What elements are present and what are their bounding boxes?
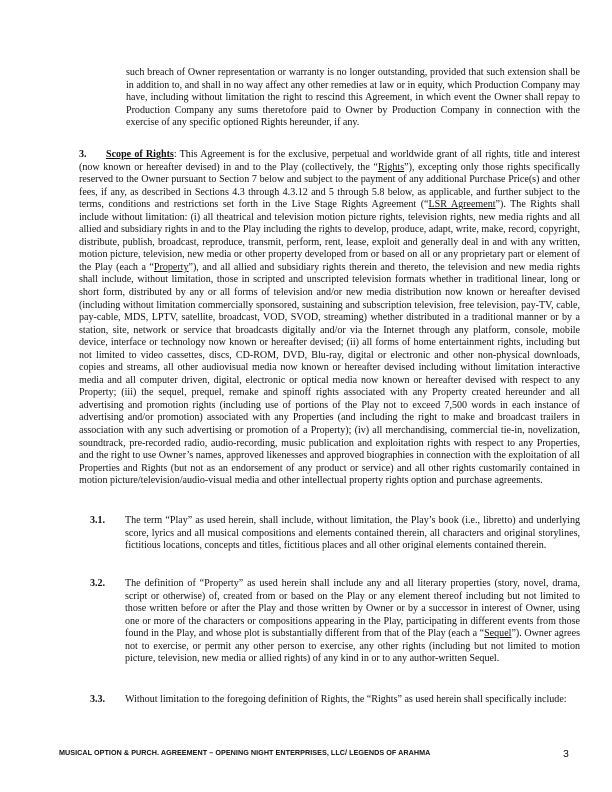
subsection-text-b: ”). Owner agrees not to exercise, or permit any other person to exercise, any other rights (including but not limited to motion picture, television, new media or allied rights) of any kind in or to any author-written Sequel.: [125, 628, 580, 665]
subsection-3-2: [90, 578, 580, 666]
section-heading: Scope of Rights: [106, 149, 174, 160]
subsection-text-a: The definition of “Property” as used herein shall include any and all literary properties (story, novel, drama, script or otherwise) of, created from or based on the Play or any element thereof including but not limited to those written before or after the Play and those written by Owner or by a successor in interest of Owner, using one or more of the characters or compositions appearing in the Play, participating in different events from those found in the Play, and whose plot is substantially different from that of the Play (each a “: [125, 578, 580, 640]
section-number: 3.: [79, 149, 87, 160]
section-3-scope-of-rights: [79, 149, 580, 488]
section-text-d: ”), and all allied and subsidiary rights therein and thereto, the television and new media rights shall include, without limitation, those in scripted and unscripted television formats whether in traditional linear, long or short form, distributed by any or all forms of television and/or new media distribution now known or hereafter devised (including without limitation commercially sponsored, sustaining and subscription television, free television, pay-TV, cable, pay-cable, MDS, LPTV, satellite, broadcast, VOD, SVOD, streaming) whether distributed in a traditional manner or by a station, site, network or service that broadcasts digitally and/or via the Internet through any platform, console, mobile device, interface or technology now known or hereafter devised; (ii) all forms of home entertainment rights, including but not limited to video cassettes, discs, CD-ROM, DVD, Blu-ray, digital or electronic and other non-physical downloads, copies and streams, all other audiovisual media now known or hereafter devised including without limitation interactive media and all computer driven, digital, electronic or optical media now known or hereafter devised with respect to any Property; (iii) the sequel, prequel, remake and spinoff rights associated with any Property created hereunder and all advertising and promotion rights (including use of portions of the Play not to exceed 7,500 words in each instance of advertising and/or promotion) associated with any Properties (and including the right to make and broadcast trailers in association with any such advertising or promotion of a Property); (iv) all merchandising, commercial tie-in, novelization, soundtrack, pre-recorded radio, audio-recording, music publication and exploitation rights with respect to any Properties, and the right to use Owner’s names, approved likenesses and approved biographies in connection with the exploitation of all Properties and Rights (but not as an endorsement of any product or service) and all other rights customarily contained in motion picture/television/audio-visual media and other intellectual property rights option and purchase agreements.: [79, 261, 580, 487]
page-number: 3: [563, 748, 569, 760]
subsection-text: The term “Play” as used herein, shall include, without limitation, the Play’s book (i.e., libretto) and underlying score, lyrics and all musical compositions and elements contained therein, all characters and original storylines, fictitious locations, concepts and titles, fictitious places and all other original elements contained therein.: [125, 515, 580, 552]
paragraph-continuation: such breach of Owner representation or warranty is no longer outstanding, provided that such extension shall be in addition to, and shall in no way affect any other remedies at law or in equity, which Production Company may have, including without limitation the right to rescind this Agreement, in which event the Owner shall repay to Production Company any sums theretofore paid to Owner by Production Company in connection with the exercise of any specific optioned Rights hereunder, if any.: [126, 67, 580, 129]
subsection-number: 3.1.: [90, 515, 106, 526]
defined-term-sequel: Sequel: [484, 628, 512, 640]
subsection-number: 3.2.: [90, 578, 106, 589]
defined-term-property: Property: [153, 261, 189, 273]
subsection-3-1: [90, 515, 580, 553]
subsection-text: Without limitation to the foregoing definition of Rights, the “Rights” as used herein shall specifically include:: [125, 694, 567, 705]
footer-title: MUSICAL OPTION & PURCH. AGREEMENT – OPENING NIGHT ENTERPRISES, LLC/ LEGENDS OF ARAHMA: [59, 748, 431, 757]
section-text-a: : This Agreement is for the exclusive, perpetual and worldwide grant of all rights, title and interest (now known or hereafter devised) in and to the Play (collectively, the “: [79, 149, 580, 173]
section-text-c: ”). The Rights shall include without limitation: (i) all theatrical and television motion picture rights, television rights, new media rights and all allied and subsidiary rights in and to the Play including the rights to develop, produce, adapt, write, make, record, copyright, distribute, publish, broadcast, reproduce, transmit, perform, rent, lease, exploit and generally deal in and with any written, motion picture, television, new media or other property developed from or based on all or any proprietary part or element of the Play (each a “: [79, 199, 580, 273]
defined-term-lsr-agreement: LSR Agreement: [428, 199, 496, 211]
defined-term-rights: Rights: [377, 161, 405, 173]
subsection-number: 3.3.: [90, 694, 106, 705]
subsection-3-3: [90, 694, 580, 707]
section-text-b: ”), excepting only those rights specifically reserved to the Owner pursuant to Section 7 below and subject to the payment of any additional Purchase Price(s) and other fees, if any, as described in Sections 4.3 through 4.3.12 and 5 through 5.8 below, as applicable, and further subject to the terms, conditions and restrictions set forth in the Live Stage Rights Agreement (“: [79, 161, 580, 211]
subsection-body: [125, 578, 580, 666]
